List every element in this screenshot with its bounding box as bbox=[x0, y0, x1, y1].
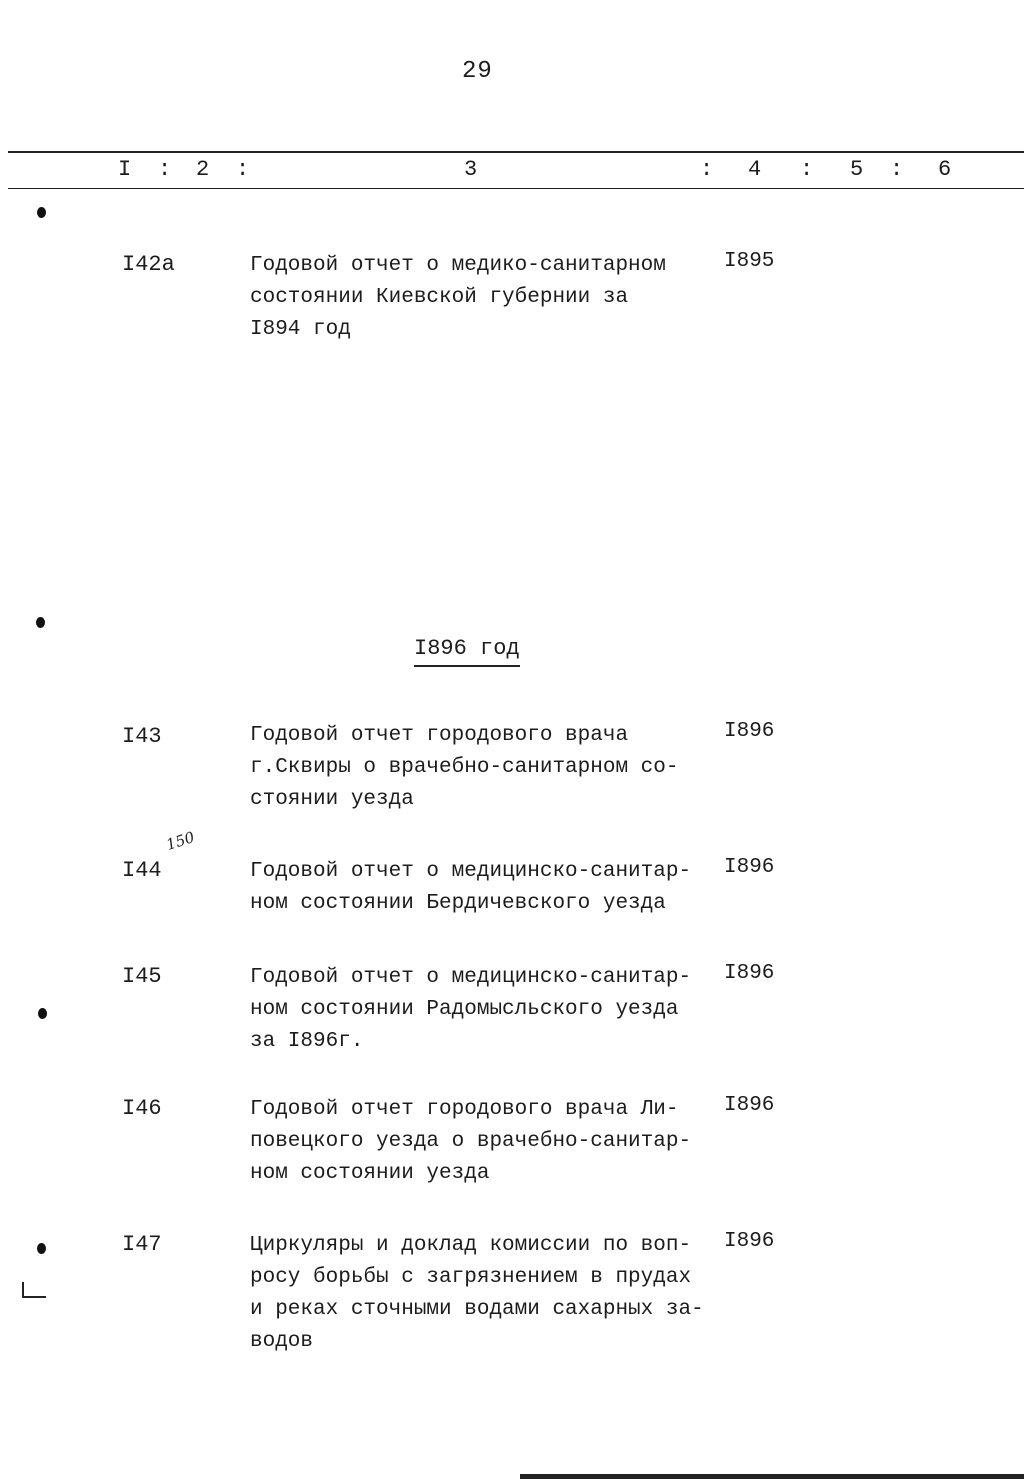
entry-number: I45 bbox=[122, 964, 162, 989]
handwritten-mark: 150 bbox=[163, 828, 197, 854]
entry-title: Годовой отчет городового врача Ли- повецкого уезда о врачебно-санитар- ном состоянии уезда bbox=[250, 1098, 692, 1185]
entry-title: Годовой отчет городового врача г.Сквиры о врачебно-санитарном со- стоянии уезда bbox=[250, 724, 679, 811]
header-col-3: 3 bbox=[464, 157, 478, 182]
entry-date: I896 bbox=[724, 1094, 775, 1117]
header-sep-3: : bbox=[700, 157, 714, 182]
entry-number: I42a bbox=[122, 252, 175, 277]
punch-hole bbox=[36, 617, 45, 628]
header-sep-1: : bbox=[158, 157, 172, 182]
header-rule-bottom bbox=[8, 188, 1024, 189]
punch-hole bbox=[37, 1243, 46, 1254]
header-sep-2: : bbox=[236, 157, 250, 182]
header-col-1: I bbox=[118, 157, 132, 182]
entry-title: Годовой отчет о медицинско-санитар- ном состоянии Радомысльского уезда за I896г. bbox=[250, 966, 692, 1053]
punch-hole bbox=[37, 207, 46, 218]
entry-date: I896 bbox=[724, 720, 775, 743]
entry-number: I43 bbox=[122, 724, 162, 749]
entry-number: I47 bbox=[122, 1232, 162, 1257]
entry-title: Циркуляры и доклад комиссии по воп- росу борьбы с загрязнением в прудах и реках сточными водами сахарных за- водов bbox=[250, 1234, 704, 1353]
header-col-6: 6 bbox=[938, 157, 952, 182]
entry-number: I46 bbox=[122, 1096, 162, 1121]
entry-date: I896 bbox=[724, 962, 775, 985]
entry-date: I895 bbox=[724, 250, 775, 273]
margin-tick bbox=[22, 1282, 46, 1298]
bottom-edge bbox=[520, 1474, 1024, 1479]
header-sep-5: : bbox=[890, 157, 904, 182]
header-sep-4: : bbox=[800, 157, 814, 182]
header-col-2: 2 bbox=[196, 157, 210, 182]
entry-title: Годовой отчет о медико-санитарном состоянии Киевской губернии за I894 год bbox=[250, 254, 666, 341]
entry-title: Годовой отчет о медицинско-санитар- ном состоянии Бердичевского уезда bbox=[250, 860, 692, 915]
section-title: I896 год bbox=[414, 636, 520, 667]
header-rule-top bbox=[8, 151, 1024, 153]
header-col-5: 5 bbox=[850, 157, 864, 182]
entry-number: I44 bbox=[122, 858, 162, 883]
entry-date: I896 bbox=[724, 1230, 775, 1253]
punch-hole bbox=[38, 1008, 47, 1019]
page-number: 29 bbox=[462, 58, 493, 85]
header-col-4: 4 bbox=[748, 157, 762, 182]
entry-date: I896 bbox=[724, 856, 775, 879]
